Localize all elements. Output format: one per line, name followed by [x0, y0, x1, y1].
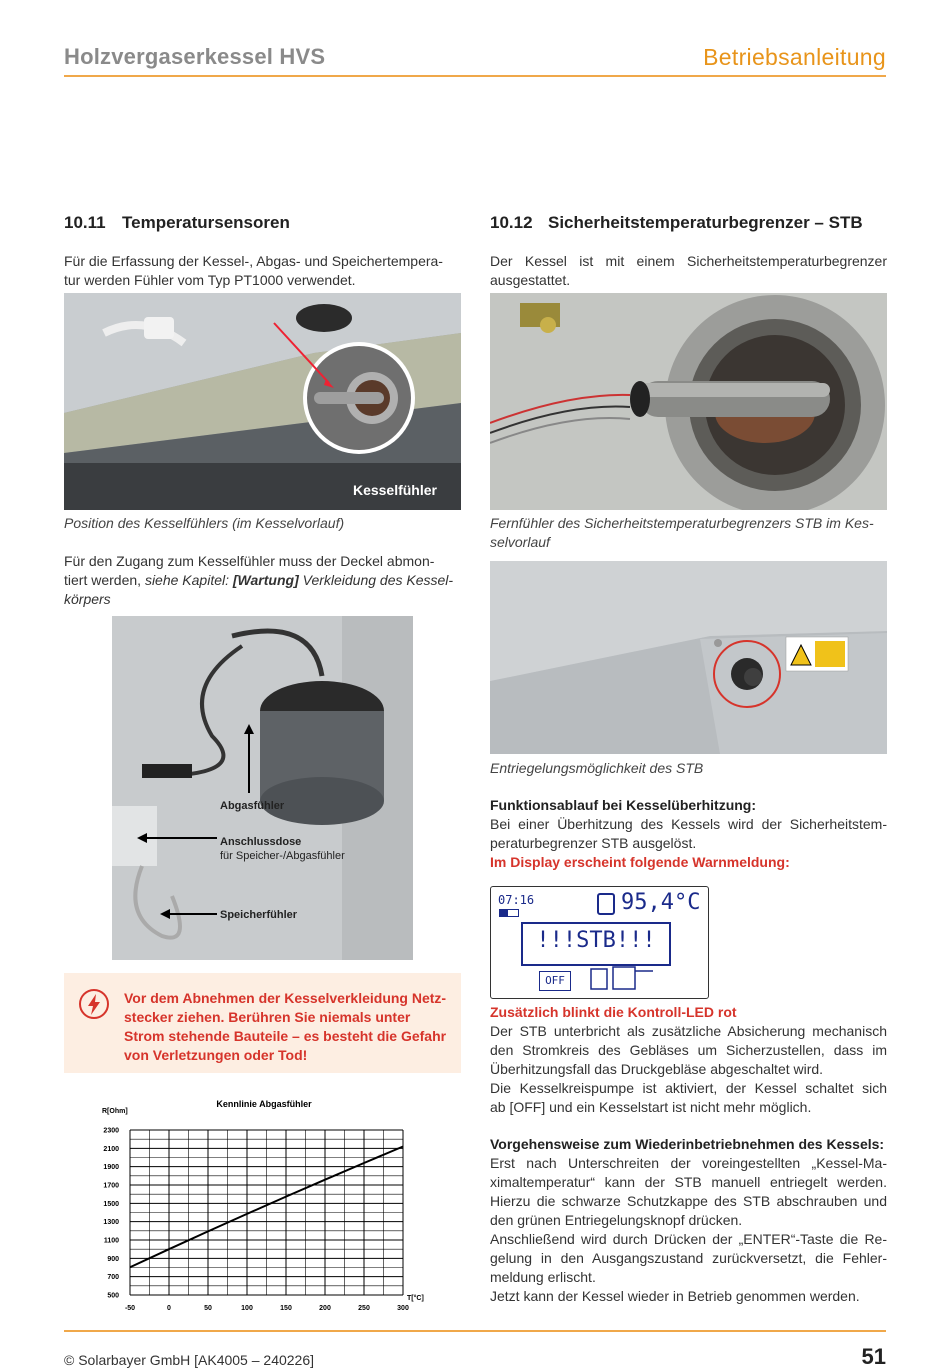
photo-caption: Entriegelungsmöglichkeit des STB: [490, 760, 704, 776]
section-number: 10.12: [490, 213, 533, 232]
x-tick-label: -50: [124, 1305, 136, 1312]
label-speicherfuehler: Speicherfühler: [220, 909, 298, 921]
stb-intro: [490, 252, 887, 290]
text-run: tiert werden,: [64, 572, 145, 588]
led-section: [490, 1003, 887, 1117]
x-tick-label: 0: [167, 1305, 171, 1312]
y-tick-label: 2300: [103, 1127, 119, 1135]
intro-paragraph: [64, 252, 461, 290]
chapter-reference[interactable]: [Wartung]: [232, 572, 299, 588]
battery-icon: [499, 909, 519, 917]
label-anschlussdose: Anschlussdose: [220, 836, 302, 848]
led-heading: Zusätzlich blinkt die Kontroll-LED rot: [490, 1004, 737, 1020]
chart-title: Kennlinie Abgasfühler: [216, 1099, 312, 1109]
text-line: Erst nach Unterschreiten der voreingestellten „Kessel-Ma-: [490, 1155, 887, 1171]
kesselfuehler-illustration: [64, 293, 461, 510]
y-tick-label: 1100: [103, 1237, 119, 1245]
caption-line: selvorlauf: [490, 534, 550, 550]
text-line: Der STB unterbricht als zusätzliche Absicherung mechanisch: [490, 1023, 887, 1039]
chart-svg: [64, 1086, 461, 1318]
chart-xlabel: T[°C]: [407, 1295, 424, 1302]
text-line: gelung in den Ausgangszustand zurückversetzt, die Fehler-: [490, 1250, 887, 1266]
text-line: den Stromkreis des Gebläses um Sicherzustellen, dass im: [490, 1042, 887, 1058]
display-temperature: 95,4°C: [621, 890, 701, 915]
photo-kesselfuehler: [64, 293, 461, 510]
off-indicator: [539, 971, 571, 991]
section-title: Sicherheitstemperaturbegrenzer – STB: [548, 213, 863, 232]
restart-heading: Vorgehensweise zum Wiederinbetriebnehmen des Kessels:: [490, 1136, 885, 1152]
y-tick-label: 1500: [103, 1200, 119, 1208]
lightning-icon: [78, 988, 110, 1020]
warning-line: Strom stehende Bauteile – es besteht die Gefahr: [124, 1028, 447, 1044]
controller-display: [490, 886, 709, 999]
warning-line: Vor dem Abnehmen der Kesselverkleidung Netz-: [124, 990, 447, 1006]
stb-entriegelung-illustration: [490, 561, 887, 754]
photo-caption: [490, 514, 887, 552]
photo-stb-fernfuehler: [490, 293, 887, 510]
footer-divider: [64, 1330, 886, 1332]
text-line: Der Kessel ist mit einem Sicherheitstemperaturbegrenzer: [490, 253, 887, 269]
text-line: ab [OFF] und ein Kesselstart ist nicht mehr möglich.: [490, 1099, 812, 1115]
x-tick-label: 150: [280, 1305, 292, 1312]
label-anschlussdose-sub: für Speicher-/Abgasfühler: [220, 850, 345, 862]
text-line: tur werden Fühler vom Typ PT1000 verwendet.: [64, 272, 356, 288]
text-line: Für die Erfassung der Kessel-, Abgas- und Speichertempera-: [64, 253, 443, 269]
text-line: ximaltemperatur“ kann der STB manuell entriegelt werden.: [490, 1174, 887, 1190]
off-label: OFF: [545, 974, 565, 987]
boiler-icon: [589, 963, 659, 993]
text-line: [64, 590, 461, 609]
warning-line: stecker ziehen. Berühren Sie niemals unter: [124, 1009, 411, 1025]
y-tick-label: 1700: [103, 1182, 119, 1190]
text-line: Bei einer Überhitzung des Kessels wird der Sicherheitstem-: [490, 816, 887, 832]
header-divider: [64, 75, 886, 77]
tank-icon: [597, 893, 615, 915]
photo-abgasfuehler: [112, 616, 413, 960]
function-heading: Funktionsablauf bei Kesselüberhitzung:: [490, 797, 757, 813]
page-number: 51: [861, 1344, 886, 1369]
photo-stb-entriegelung: [490, 561, 887, 754]
section-title: Temperatursensoren: [122, 213, 290, 232]
chart-kennlinie: [64, 1086, 461, 1318]
y-tick-label: 1300: [103, 1219, 119, 1227]
x-tick-label: 50: [204, 1305, 212, 1312]
text-line: ausgestattet.: [490, 272, 571, 288]
caption-line: Fernfühler des Sicherheitstemperaturbegrenzers STB im Kes-: [490, 515, 874, 531]
restart-section: [490, 1135, 887, 1306]
label-abgasfuehler: Abgasfühler: [220, 800, 285, 812]
text-line: Die Kesselkreispumpe ist aktiviert, der Kessel schaltet sich: [490, 1080, 887, 1096]
text-run-italic: Verkleidung des Kessel-: [298, 572, 454, 588]
function-section: [490, 796, 887, 872]
photo-label: Kesselfühler: [352, 482, 437, 498]
text-line: Anschließend wird durch Drücken der „ENTER“-Taste die Re-: [490, 1231, 887, 1247]
section-number: 10.11: [64, 213, 106, 232]
display-message: !!!STB!!!: [536, 928, 656, 953]
text-line: [64, 571, 461, 590]
x-tick-label: 200: [319, 1305, 331, 1312]
y-tick-label: 900: [107, 1255, 119, 1263]
access-paragraph: [64, 552, 461, 609]
display-warning-intro: Im Display erscheint folgende Warnmeldung:: [490, 854, 790, 870]
text-line: den grünen Entriegelungsknopf drücken.: [490, 1212, 743, 1228]
y-tick-label: 1900: [103, 1164, 119, 1172]
warning-text: [124, 989, 448, 1065]
display-message-box: [521, 922, 671, 966]
document-title: Holzvergaserkessel HVS: [64, 44, 326, 69]
chart-ylabel: R[Ohm]: [102, 1108, 128, 1115]
stb-fernfuehler-illustration: [490, 293, 887, 510]
document-type: Betriebsanleitung: [703, 44, 886, 70]
y-tick-label: 2100: [103, 1145, 119, 1153]
x-tick-label: 300: [397, 1305, 409, 1312]
section-heading-temperatursensoren: [64, 213, 290, 233]
display-time: 07:16: [498, 893, 535, 907]
text-line: Hierzu die schwarze Schutzkappe des STB abschrauben und: [490, 1193, 887, 1209]
copyright: © Solarbayer GmbH [AK4005 – 240226]: [64, 1352, 315, 1368]
text-line: Jetzt kann der Kessel wieder in Betrieb genommen werden.: [490, 1288, 860, 1304]
text-run-italic: körpers: [64, 591, 111, 607]
text-line: Für den Zugang zum Kesselfühler muss der Deckel abmon-: [64, 553, 435, 569]
section-heading-stb: [490, 213, 863, 233]
photo-caption: Position des Kesselfühlers (im Kesselvorlauf): [64, 515, 345, 531]
text-line: Überhitzungsfall das Druckgebläse abgeschaltet wird.: [490, 1061, 824, 1077]
x-tick-label: 250: [358, 1305, 370, 1312]
text-line: meldung erlischt.: [490, 1269, 596, 1285]
y-tick-label: 700: [107, 1274, 119, 1282]
text-run-italic: siehe Kapitel:: [144, 572, 233, 588]
warning-line: von Verletzungen oder Tod!: [124, 1047, 308, 1063]
x-tick-label: 100: [241, 1305, 253, 1312]
y-tick-label: 500: [107, 1292, 119, 1300]
chart-grid: [130, 1130, 403, 1295]
text-line: peraturbegrenzer STB ausgelöst.: [490, 835, 697, 851]
